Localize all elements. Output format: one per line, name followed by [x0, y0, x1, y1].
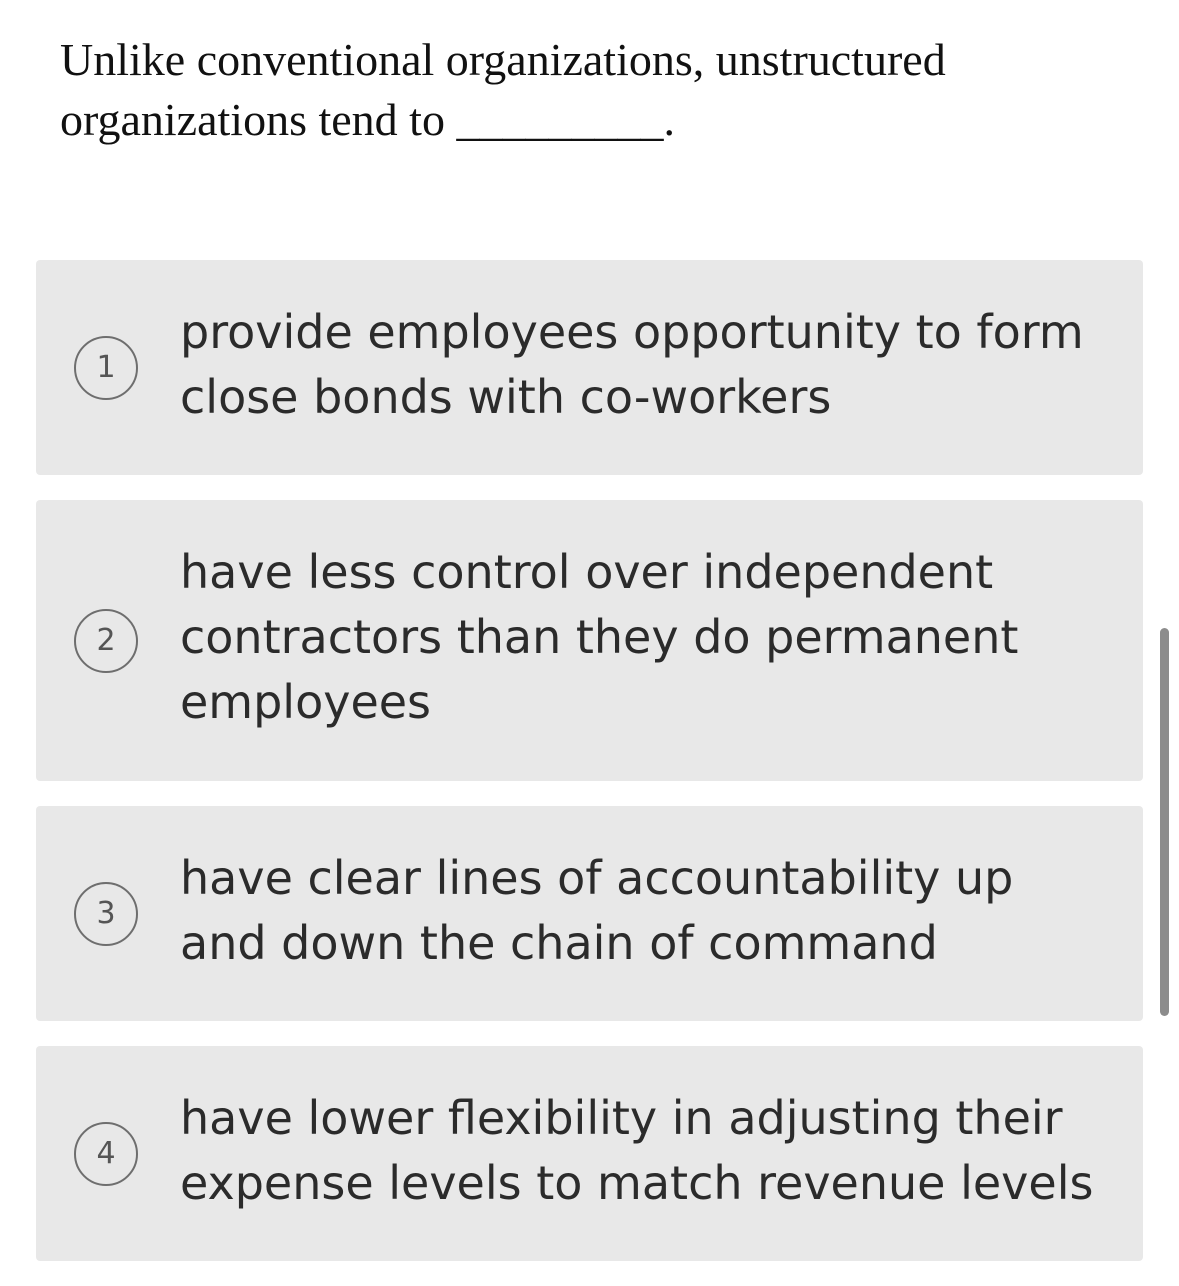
- answer-options: [36, 260, 1143, 1286]
- answer-option-1[interactable]: [36, 260, 1143, 475]
- answer-option-3[interactable]: [36, 806, 1143, 1021]
- option-text: have less control over independent contractors than they do permanent employees: [180, 545, 1019, 729]
- answer-option-4[interactable]: [36, 1046, 1143, 1261]
- option-number-badge: 4: [74, 1122, 138, 1186]
- question-text: Unlike conventional organizations, unstructured organizations tend to _________.: [60, 34, 946, 145]
- option-text: have lower flexibility in adjusting their expense levels to match revenue levels: [180, 1090, 1094, 1210]
- vertical-scrollbar[interactable]: [1160, 628, 1169, 1016]
- option-number-badge: 3: [74, 882, 138, 946]
- option-number-badge: 1: [74, 336, 138, 400]
- answer-option-2[interactable]: [36, 500, 1143, 781]
- option-text: provide employees opportunity to form close bonds with co-workers: [180, 304, 1084, 424]
- option-number-badge: 2: [74, 609, 138, 673]
- option-text: have clear lines of accountability up and down the chain of command: [180, 850, 1014, 970]
